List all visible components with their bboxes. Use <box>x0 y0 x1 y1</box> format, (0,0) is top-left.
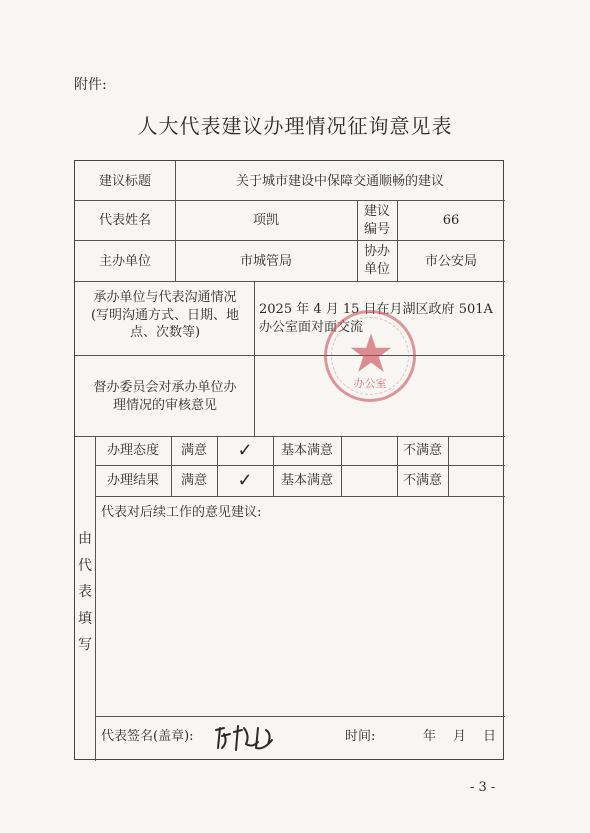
handwritten-signature <box>212 722 282 752</box>
co-unit-label-bottom: 单位 <box>363 262 390 277</box>
date-year: 年 <box>423 729 437 744</box>
host-unit-value: 市城管局 <box>239 254 292 269</box>
result-satisfied-check-icon: ✓ <box>237 470 253 491</box>
number-label-top: 建议 <box>363 204 390 219</box>
suggestion-label: 代表对后续工作的意见建议: <box>101 505 262 520</box>
attitude-satisfied[interactable]: 满意 <box>180 443 207 458</box>
title-label: 建议标题 <box>98 174 151 189</box>
time-label: 时间: <box>345 729 376 744</box>
result-unsatisfied[interactable]: 不满意 <box>402 473 442 488</box>
stamp-text: 办公室 <box>353 377 387 390</box>
name-value: 项凯 <box>252 213 279 228</box>
co-unit-value: 市公安局 <box>424 254 477 269</box>
attitude-satisfied-check-icon: ✓ <box>237 440 253 461</box>
star-icon <box>349 331 393 375</box>
opinion-form-table <box>74 160 504 760</box>
title-value: 关于城市建设中保障交通顺畅的建议 <box>235 174 444 189</box>
date-day: 日 <box>483 729 497 744</box>
number-value: 66 <box>442 213 460 228</box>
page-title: 人大代表建议办理情况征询意见表 <box>137 114 453 138</box>
host-unit-label: 主办单位 <box>98 254 151 269</box>
result-satisfied[interactable]: 满意 <box>180 473 207 488</box>
attitude-label: 办理态度 <box>106 443 159 458</box>
review-label: 督办委员会对承办单位办 理情况的审核意见 <box>93 380 237 413</box>
signature-label: 代表签名(盖章): <box>101 729 194 744</box>
result-label: 办理结果 <box>106 473 159 488</box>
name-label: 代表姓名 <box>98 213 151 228</box>
result-basically-satisfied[interactable]: 基本满意 <box>280 473 333 488</box>
annex-label: 附件: <box>74 77 107 93</box>
communication-label: 承办单位与代表沟通情况 (写明沟通方式、日期、地 点、次数等) <box>90 290 240 341</box>
co-unit-label-top: 协办 <box>363 244 390 259</box>
page-number: - 3 - <box>470 780 496 795</box>
date-month: 月 <box>453 729 467 744</box>
attitude-basically-satisfied[interactable]: 基本满意 <box>280 443 333 458</box>
official-stamp <box>324 310 416 402</box>
communication-value: 2025 年 4 月 15 日在月湖区政府 501A 办公室面对面交流 <box>259 302 493 335</box>
representative-fill-label: 由 代 表 填 写 <box>78 531 92 654</box>
number-label-bottom: 编号 <box>363 222 390 237</box>
attitude-unsatisfied[interactable]: 不满意 <box>402 443 442 458</box>
